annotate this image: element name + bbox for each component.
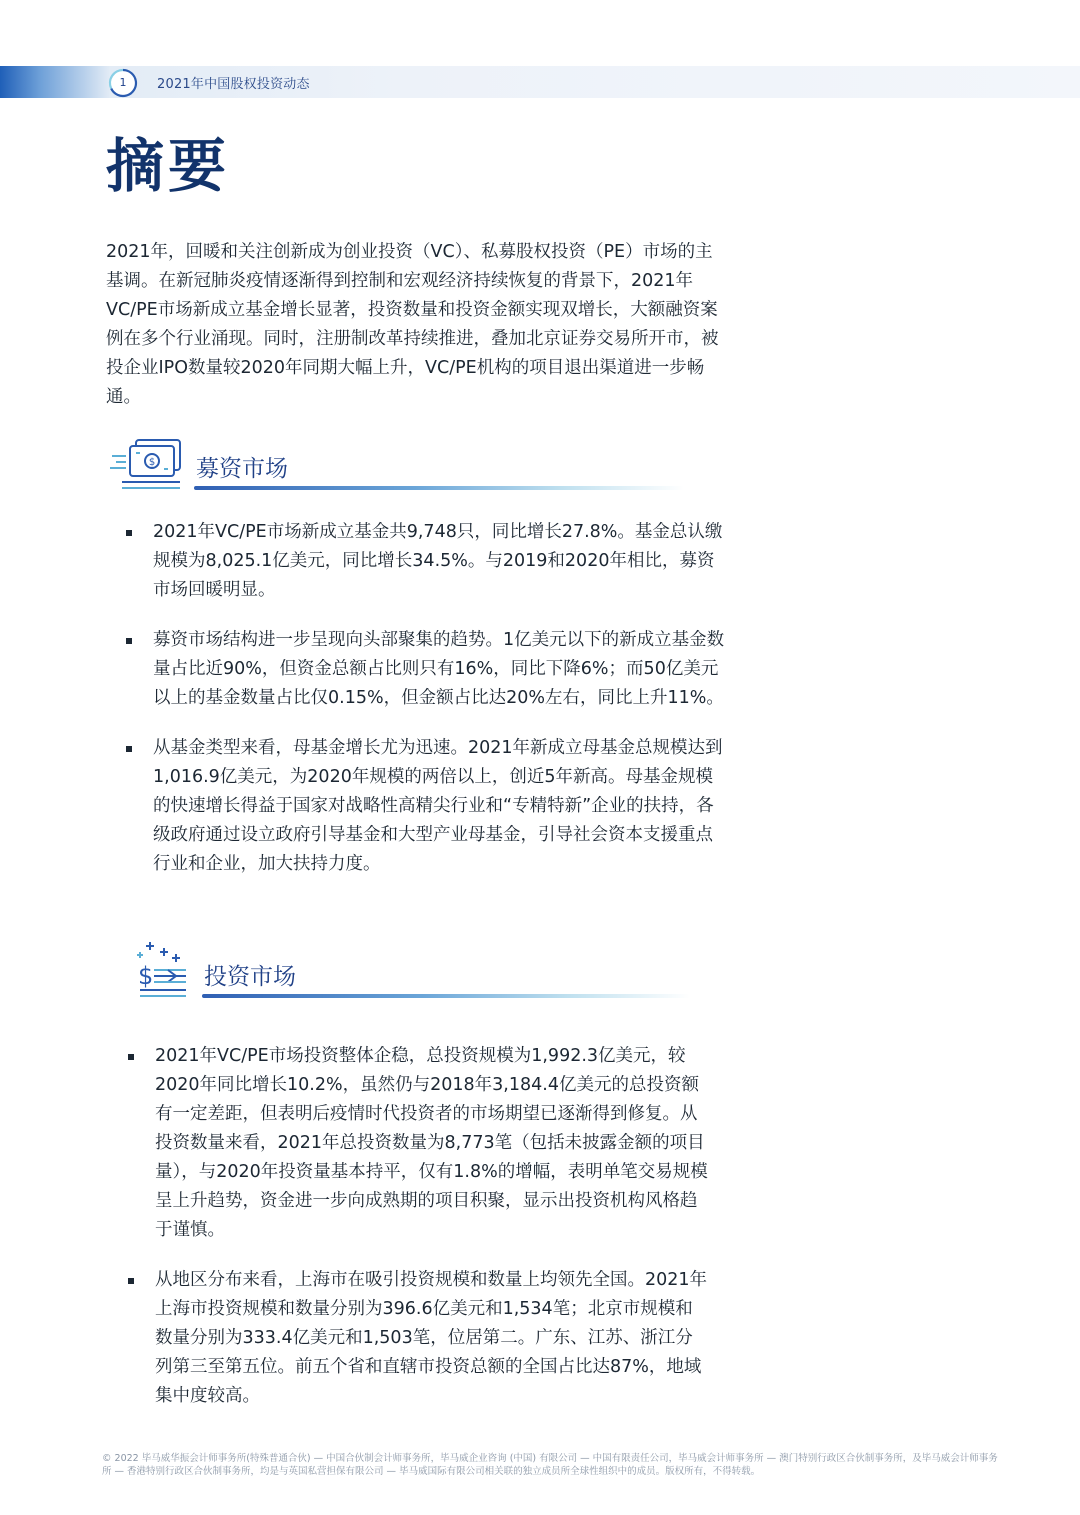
bullet-marker — [128, 1054, 134, 1060]
page-number: 1 — [119, 76, 127, 89]
bullet-marker — [126, 530, 132, 536]
money-bill-icon — [110, 436, 186, 494]
copyright-footer: © 2022 毕马威华振会计师事务所(特殊普通合伙) — 中国合伙制会计师事务所，毕马威企业咨询 (中国) 有限公司 — 中国有限责任公司，毕马威会计师事务所 — 澳门特别行政区合伙制事务所，及毕马威会计师事务所 — 香港特别行政区合伙制事务所，均是与英国私营担保有限公司 — 毕马威国际有限公司相关联的独立成员所全球性组织中的成员。版权所有，不得转载。 — [102, 1453, 998, 1477]
section-header-investment — [110, 940, 710, 1006]
list-item: 2021年VC/PE市场新成立基金共9,748只，同比增长27.8%。基金总认缴规模为8,025.1亿美元，同比增长34.5%。与2019和2020年相比，募资市场回暖明显。 — [108, 518, 728, 605]
section-title-fundraising: 募资市场 — [196, 456, 288, 482]
list-item: 从基金类型来看，母基金增长尤为迅速。2021年新成立母基金总规模达到1,016.9亿美元，为2020年规模的两倍以上，创近5年新高。母基金规模的快速增长得益于国家对战略性高精尖行业和“专精特新”企业的扶持，各级政府通过设立政府引导基金和大型产业母基金，引导社会资本支援重点行业和企业，加大扶持力度。 — [108, 734, 728, 879]
section-divider — [202, 994, 690, 998]
svg-text:$: $ — [138, 962, 154, 990]
page-title: 摘要 — [106, 132, 231, 200]
list-item: 2021年VC/PE市场投资整体企稳，总投资规模为1,992.3亿美元，较2020年同比增长10.2%，虽然仍与2018年3,184.4亿美元的总投资额有一定差距，但表明后疫情时代投资者的市场期望已逐渐得到修复。从投资数量来看，2021年总投资数量为8,773笔（包括未披露金额的项目量），与2020年投资量基本持平，仅有1.8%的增幅，表明单笔交易规模呈上升趋势，资金进一步向成熟期的项目积聚，显示出投资机构风格趋于谨慎。 — [110, 1042, 710, 1245]
header-title: 2021年中国股权投资动态 — [157, 77, 310, 92]
bullet-marker — [128, 1278, 134, 1284]
list-item: 募资市场结构进一步呈现向头部聚集的趋势。1亿美元以下的新成立基金数量占比近90%，但资金总额占比则只有16%，同比下降6%；而50亿美元以上的基金数量占比仅0.15%，但金额占比达20%左右，同比上升11%。 — [108, 626, 728, 713]
fundraising-bullet-list — [108, 518, 728, 879]
section-divider — [194, 486, 684, 490]
page-number-badge — [108, 68, 138, 98]
section-title-investment: 投资市场 — [204, 964, 296, 990]
bullet-marker — [126, 746, 132, 752]
svg-text:$: $ — [148, 457, 156, 468]
list-item: 从地区分布来看，上海市在吸引投资规模和数量上均领先全国。2021年上海市投资规模和数量分别为396.6亿美元和1,534笔；北京市规模和数量分别为333.4亿美元和1,503笔，位居第二。广东、江苏、浙江分列第三至第五位。前五个省和直辖市投资总额的全国占比达87%，地域集中度较高。 — [110, 1266, 710, 1411]
section-header-fundraising — [110, 436, 710, 496]
dollar-sparkle-icon — [110, 940, 194, 1002]
intro-paragraph: 2021年，回暖和关注创新成为创业投资（VC）、私募股权投资（PE）市场的主基调。在新冠肺炎疫情逐渐得到控制和宏观经济持续恢复的背景下，2021年VC/PE市场新成立基金增长显著，投资数量和投资金额实现双增长，大额融资案例在多个行业涌现。同时，注册制改革持续推进，叠加北京证券交易所开市，被投企业IPO数量较2020年同期大幅上升，VC/PE机构的项目退出渠道进一步畅通。 — [106, 242, 719, 407]
bullet-marker — [126, 638, 132, 644]
investment-bullet-list — [110, 1042, 710, 1411]
